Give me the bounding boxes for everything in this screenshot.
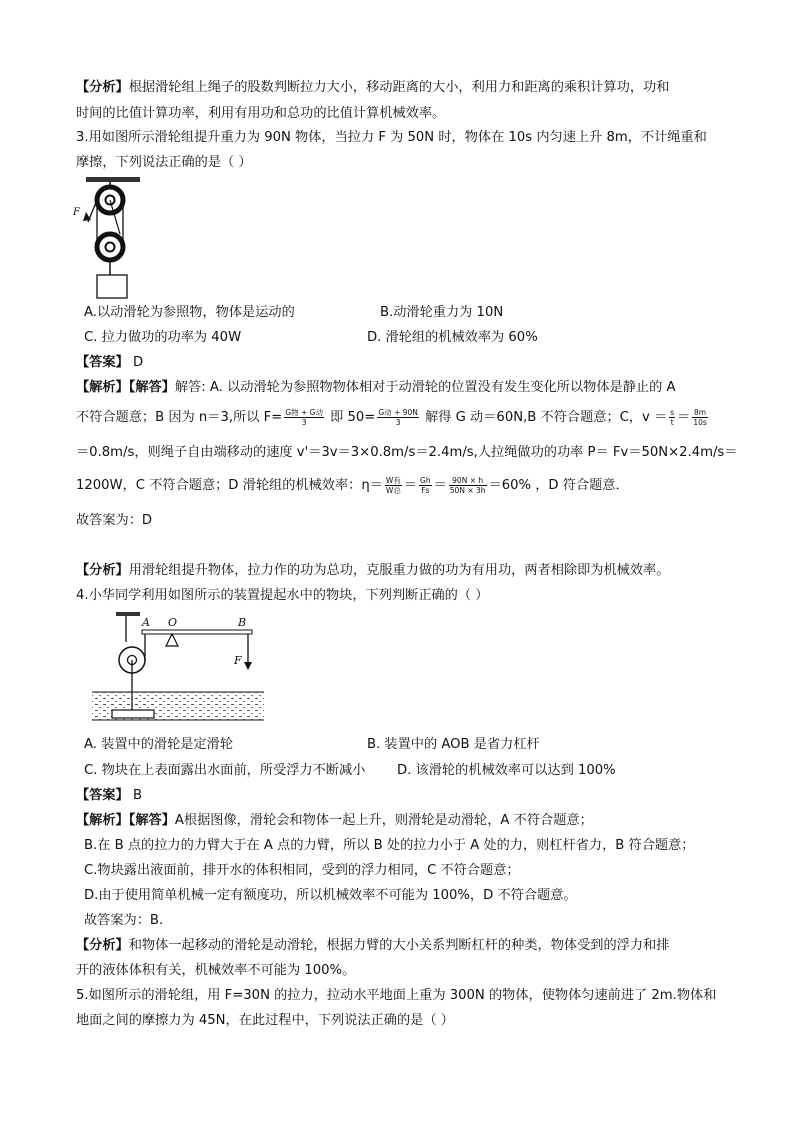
- solve-tag: 【解答】: [128, 380, 175, 395]
- label-b: B: [238, 616, 247, 629]
- option-b: B. 装置中的 AOB 是省力杠杆: [367, 737, 540, 752]
- fraction-numerator: 90N × h: [449, 476, 487, 486]
- option-c: C. 物块在上表面露出水面前，所受浮力不断减小: [84, 763, 366, 778]
- answer-line: [76, 351, 721, 375]
- ceiling-bar: [116, 612, 140, 616]
- fraction-denominator: W总: [385, 485, 401, 495]
- explanation-line4: [76, 474, 721, 498]
- fraction-numerator: 8m: [694, 407, 707, 417]
- lever-bar: [142, 630, 252, 634]
- analysis-text: 和物体一起移动的滑轮是动滑轮，根据力臂的大小关系判断杠杆的种类，物体受到的浮力和排: [128, 938, 670, 953]
- explanation-text: 解得 G 动＝60N,B 不符合题意；C，v ＝: [420, 410, 668, 425]
- answer-tag: 【答案】: [76, 788, 129, 803]
- option-a: A.以动滑轮为参照物，物体是运动的: [84, 305, 295, 320]
- force-label-f: F: [73, 207, 80, 218]
- answer-line: [76, 784, 721, 808]
- fraction: [419, 476, 432, 495]
- label-f: F: [234, 654, 242, 667]
- option-a: A. 装置中的滑轮是定滑轮: [84, 737, 234, 752]
- answer-value: D: [132, 355, 144, 370]
- explanation-text: 即 50=: [325, 410, 376, 425]
- answer-value: B: [132, 788, 143, 803]
- explanation-text: 不符合题意；B 因为 n＝3,所以 F=: [76, 410, 283, 425]
- analysis-paragraph: [76, 934, 721, 958]
- fraction-denominator: 50N × 3h: [449, 485, 486, 495]
- analysis-text-line2: 开的液体体积有关，机械效率不可能为 100%。: [76, 963, 356, 978]
- label-o: O: [168, 616, 178, 629]
- analysis-paragraph: [76, 76, 721, 100]
- option-b: B.动滑轮重力为 10N: [380, 305, 504, 320]
- question-4-stem: 4.小华同学利用如图所示的装置提起水中的物块，下列判断正确的（ ）: [76, 588, 489, 603]
- option-d: D. 滑轮组的机械效率为 60%: [367, 330, 538, 345]
- pulley-system-figure: [70, 174, 150, 302]
- explanation-line3: C.物块露出液面前，排开水的体积相同，受到的浮力相同，C 不符合题意；: [84, 863, 520, 878]
- fraction: [377, 408, 419, 427]
- fraction-numerator: W有: [385, 475, 401, 485]
- fraction-numerator: Gh: [420, 475, 431, 485]
- analysis-tag: 【分析】: [76, 80, 129, 95]
- explanation-text: ＝: [433, 478, 447, 493]
- fraction-numerator: G物 + G动: [285, 407, 323, 417]
- question-5-stem-line2: 地面之间的摩擦力为 45N，在此过程中，下列说法正确的是（ ）: [76, 1013, 454, 1028]
- fraction: [284, 408, 324, 427]
- option-c: C. 拉力做功的功率为 40W: [84, 330, 242, 345]
- question-5-stem: 5.如图所示的滑轮组，用 F=30N 的拉力，拉动水平地面上重为 300N 的物体，使物体匀速前进了 2m.物体和: [76, 988, 717, 1003]
- explanation-text: 1200W，C 不符合题意；D 滑轮组的机械效率：η＝: [76, 478, 383, 493]
- fraction-numerator: G动 + 90N: [378, 407, 418, 417]
- ceiling-bar: [86, 177, 140, 182]
- solve-tag: 【解答】: [128, 813, 175, 828]
- fraction-denominator: 3: [395, 417, 401, 427]
- explanation-text: ＝60% ，D 符合题意．: [488, 478, 629, 493]
- fraction-denominator: t: [670, 417, 674, 427]
- explanation-line1: [76, 809, 721, 833]
- explain-tag: 【解析】: [76, 813, 129, 828]
- fraction: [692, 408, 707, 427]
- question-3-stem-line2: 摩擦，下列说法正确的是（ ）: [76, 155, 252, 170]
- fraction: [449, 476, 487, 495]
- option-d: D. 该滑轮的机械效率可以达到 100%: [397, 763, 616, 778]
- explanation-text: ＝: [403, 478, 418, 493]
- fraction-denominator: 10s: [693, 417, 707, 427]
- analysis-paragraph: [76, 559, 721, 583]
- explanation-text: 解答: A. 以动滑轮为参照物物体相对于动滑轮的位置没有发生变化所以物体是静止的 A: [174, 380, 676, 395]
- explanation-line1: [76, 376, 721, 400]
- analysis-tag: 【分析】: [76, 938, 129, 953]
- explanation-line3: ＝0.8m/s，则绳子自由端移动的速度 v'＝3v＝3×0.8m/s＝2.4m/s,人拉绳做功的功率 P＝ Fv＝50N×2.4m/s＝: [76, 445, 738, 460]
- movable-pulley: [97, 234, 123, 260]
- fraction: [669, 408, 675, 427]
- analysis-text: 根据滑轮组上绳子的股数判断拉力大小，移动距离的大小，利用力和距离的乘积计算功，功和: [128, 80, 670, 95]
- explain-tag: 【解析】: [76, 380, 129, 395]
- submerged-block: [112, 710, 154, 718]
- fraction: [385, 476, 402, 495]
- question-3-stem: 3.用如图所示滑轮组提升重力为 90N 物体，当拉力 F 为 50N 时，物体在 10s 内匀速上升 8m，不计绳重和: [76, 130, 707, 145]
- label-a: A: [142, 616, 150, 629]
- final-answer: 故答案为：B.: [84, 913, 164, 928]
- fraction-denominator: 3: [301, 417, 307, 427]
- answer-tag: 【答案】: [76, 355, 129, 370]
- final-answer: 故答案为：D: [76, 513, 153, 528]
- analysis-text-line2: 时间的比值计算功率，利用有用功和总功的比值计算机械效率。: [76, 106, 446, 121]
- fraction-numerator: s: [670, 407, 675, 417]
- analysis-tag: 【分析】: [76, 563, 129, 578]
- fulcrum: [166, 634, 178, 646]
- explanation-line2: B.在 B 点的拉力的力臂大于在 A 点的力臂，所以 B 处的拉力小于 A 处的力，则杠杆省力，B 符合题意；: [84, 838, 695, 853]
- explanation-line4: D.由于使用简单机械一定有额度功，所以机械效率不可能为 100%，D 不符合题意。: [84, 888, 577, 903]
- analysis-text: 用滑轮组提升物体，拉力作的功为总功，克服重力做的功为有用功，两者相除即为机械效率。: [128, 563, 670, 578]
- fraction-denominator: Fs: [421, 485, 430, 495]
- explanation-text: A根据图像，滑轮会和物体一起上升，则滑轮是动滑轮，A 不符合题意；: [174, 813, 593, 828]
- explanation-line2: [76, 406, 721, 430]
- explanation-text: ＝: [677, 410, 691, 425]
- lever-pulley-figure: [86, 612, 266, 730]
- load-block: [97, 275, 127, 298]
